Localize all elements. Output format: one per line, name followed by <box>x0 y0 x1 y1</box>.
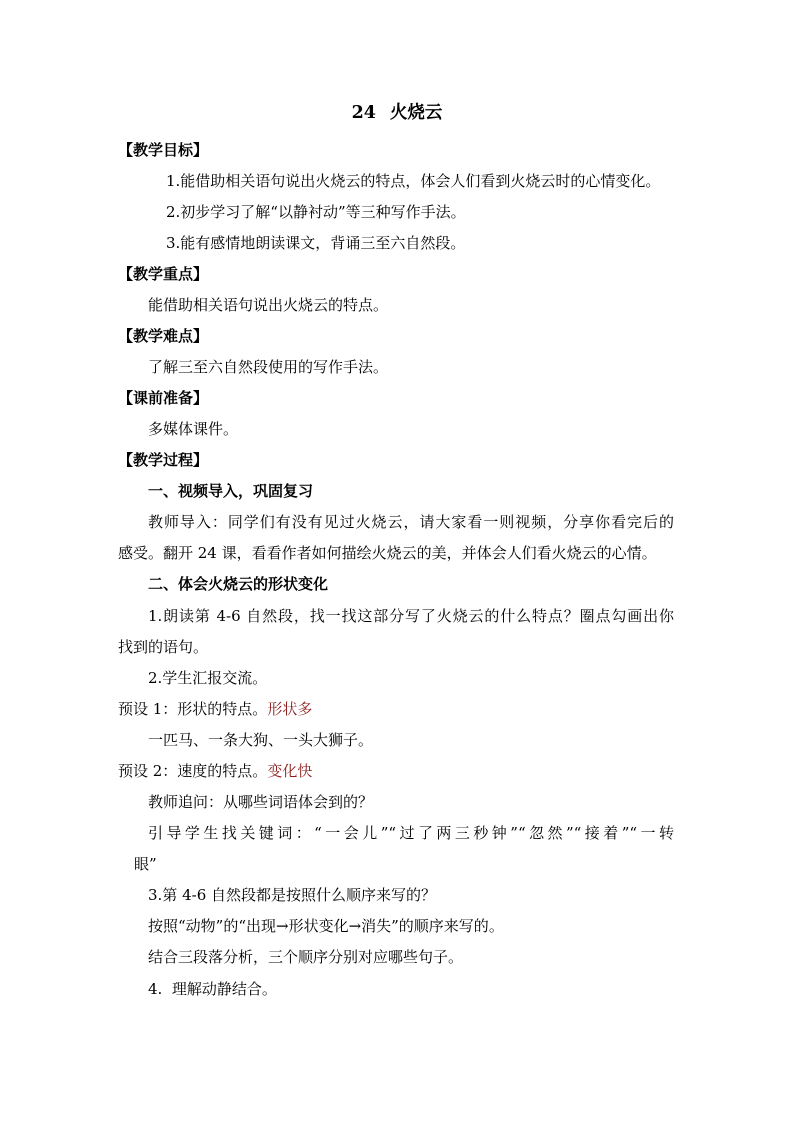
key-points-text: 能借助相关语句说出火烧云的特点。 <box>148 296 389 314</box>
difficulties-heading: 【教学难点】 <box>118 327 209 345</box>
preset-line <box>118 699 312 719</box>
keywords-line: 引导学生找关键词：“一会儿”“过了两三秒钟”“忽然”“接着”“一转 <box>148 824 674 842</box>
goal-item: 2.初步学习了解“以静衬动”等三种写作手法。 <box>166 203 466 221</box>
lesson-number: 24 <box>351 103 376 123</box>
page-title <box>0 101 794 125</box>
section-title: 二、体会火烧云的形状变化 <box>148 575 329 593</box>
goal-item: 3.能有感情地朗读课文，背诵三至六自然段。 <box>166 234 466 252</box>
preset-highlight: 形状多 <box>267 700 313 718</box>
paragraph-line: 感受。翻开 24 课，看看作者如何描绘火烧云的美，并体会人们看火烧云的心情。 <box>118 544 657 562</box>
preset-example: 一匹马、一条大狗、一头大狮子。 <box>148 731 374 749</box>
section-title: 一、视频导入，巩固复习 <box>148 482 314 500</box>
question-line: 3.第 4-6 自然段都是按照什么顺序来写的？ <box>148 886 437 904</box>
difficulties-text: 了解三至六自然段使用的写作手法。 <box>148 358 389 376</box>
paragraph-line: 教师导入：同学们有没有见过火烧云，请大家看一则视频，分享你看完后的 <box>148 513 674 531</box>
process-heading: 【教学过程】 <box>118 451 209 469</box>
goal-item: 1.能借助相关语句说出火烧云的特点，体会人们看到火烧云时的心情变化。 <box>166 172 661 190</box>
goals-heading: 【教学目标】 <box>118 141 209 159</box>
keywords-line: 眼” <box>134 855 157 873</box>
question-line: 1.朗读第 4-6 自然段，找一找这部分写了火烧云的什么特点？圈点勾画出你 <box>148 607 674 625</box>
analysis-line: 结合三段落分析，三个顺序分别对应哪些句子。 <box>148 948 464 966</box>
teacher-question: 教师追问：从哪些词语体会到的？ <box>148 793 374 811</box>
question-line: 4. 理解动静结合。 <box>148 980 277 998</box>
preparation-text: 多媒体课件。 <box>148 420 239 438</box>
preset-label: 预设 1：形状的特点。 <box>118 700 268 718</box>
preset-line <box>118 761 312 781</box>
lesson-title: 火烧云 <box>389 103 443 123</box>
key-points-heading: 【教学重点】 <box>118 265 209 283</box>
preset-highlight: 变化快 <box>267 762 313 780</box>
preset-label: 预设 2：速度的特点。 <box>118 762 268 780</box>
answer-line: 按照“动物”的“出现→形状变化→消失”的顺序来写的。 <box>148 917 504 935</box>
preparation-heading: 【课前准备】 <box>118 389 209 407</box>
question-line: 找到的语句。 <box>118 638 209 656</box>
question-line: 2.学生汇报交流。 <box>148 669 268 687</box>
